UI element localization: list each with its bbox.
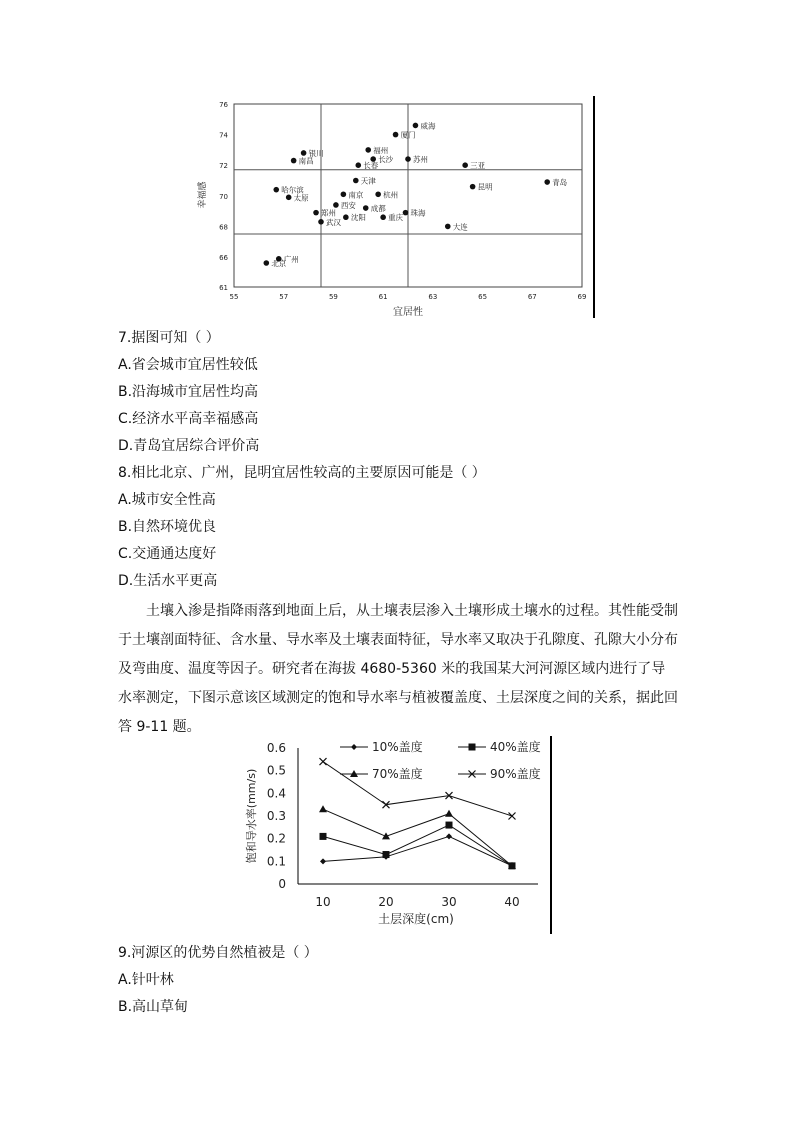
chart1-y-tick: 72 xyxy=(219,162,228,171)
chart2-legend-label: 70%盖度 xyxy=(372,767,423,781)
q9-option-b: B.高山草甸 xyxy=(118,999,189,1015)
chart2-marker-triangle xyxy=(445,810,453,817)
chart1-ylabel: 幸福感 xyxy=(198,181,208,209)
chart1-y-tick: 74 xyxy=(219,131,228,140)
chart1-y-tick: 66 xyxy=(219,254,228,262)
chart1-point xyxy=(343,214,349,220)
chart2-legend-label: 90%盖度 xyxy=(490,767,541,781)
chart1-point xyxy=(273,187,279,193)
chart1-y-tick: 61 xyxy=(219,284,228,292)
chart1-point xyxy=(333,202,339,208)
chart1-point-label: 珠海 xyxy=(410,208,426,218)
chart1-point xyxy=(264,260,270,266)
chart1-point-label: 昆明 xyxy=(477,182,493,192)
chart1-point xyxy=(544,179,550,185)
chart2-marker-triangle xyxy=(319,805,327,812)
chart1-point-label: 西安 xyxy=(340,200,356,210)
chart1-x-tick: 55 xyxy=(229,293,239,301)
livability-happiness-chart xyxy=(190,96,602,321)
chart1-point-label: 福州 xyxy=(373,145,389,155)
chart1-point-label: 哈尔滨 xyxy=(281,185,304,195)
q7-stem: 7.据图可知（ ） xyxy=(118,330,220,346)
chart2-y-tick: 0.6 xyxy=(266,741,286,755)
chart2-marker-diamond xyxy=(351,744,357,750)
chart1-point-label: 威海 xyxy=(420,121,436,131)
q8-option-a: A.城市安全性高 xyxy=(118,492,216,508)
chart1-point-label: 厦门 xyxy=(400,130,416,140)
chart2-marker-square xyxy=(383,851,390,858)
chart1-point xyxy=(355,162,361,168)
chart1-point xyxy=(413,123,419,129)
passage-text: 土壤入渗是指降雨落到地面上后，从土壤表层渗入土壤形成土壤水的过程。其性能受制于土壤剖面特征、含水量、导水率及土壤表面特征，导水率又取决于孔隙度、孔隙大小分布及弯曲度、温度等因子。研究者在海拔 4680-5360 米的我国某大河河源区域内进行了导水率测定，下图示意该区域测定的饱和导水率与植被覆盖度、土层深度之间的关系，据此回答 9-11 题。 xyxy=(118,603,678,735)
chart1-point xyxy=(445,224,451,230)
chart1-point xyxy=(405,156,411,162)
chart1-point xyxy=(462,162,468,168)
q8-option-d: D.生活水平更高 xyxy=(118,573,218,589)
conductivity-chart xyxy=(240,736,556,934)
chart1-point-label: 郑州 xyxy=(321,208,337,218)
chart2-y-tick: 0.1 xyxy=(266,854,286,869)
chart1-point xyxy=(470,184,476,190)
chart1-point xyxy=(380,214,386,220)
chart1-point xyxy=(353,178,359,184)
chart1-point xyxy=(291,158,297,164)
chart2-marker-square xyxy=(469,744,476,751)
chart2-x-tick: 30 xyxy=(441,895,457,909)
chart1-point-label: 成都 xyxy=(370,204,386,214)
chart1-point-label: 南京 xyxy=(348,190,364,200)
chart1-point-label: 长沙 xyxy=(378,155,394,165)
q8-stem: 8.相比北京、广州，昆明宜居性较高的主要原因可能是（ ） xyxy=(118,465,486,481)
chart1-point-label: 三亚 xyxy=(470,161,486,171)
q7-option-a: A.省会城市宜居性较低 xyxy=(118,357,258,373)
chart1-point xyxy=(363,205,369,211)
chart1-point-label: 天津 xyxy=(360,176,376,186)
chart1-x-tick: 67 xyxy=(527,293,537,301)
chart2-legend-label: 40%盖度 xyxy=(490,740,541,754)
chart2-ylabel: 饱和导水率(mm/s) xyxy=(245,768,258,864)
chart1-point-label: 重庆 xyxy=(388,213,404,223)
q9-option-a: A.针叶林 xyxy=(118,972,174,988)
chart1-xlabel: 宜居性 xyxy=(393,307,423,318)
q7-option-d: D.青岛宜居综合评价高 xyxy=(118,438,260,454)
chart1-point xyxy=(365,147,371,153)
q7-option-b: B.沿海城市宜居性均高 xyxy=(118,384,259,400)
chart1-x-tick: 57 xyxy=(279,293,289,301)
chart2-y-tick: 0.4 xyxy=(266,786,286,801)
chart1-x-tick: 63 xyxy=(428,293,438,301)
chart2-series-line xyxy=(323,836,512,865)
q8-option-c: C.交通通达度好 xyxy=(118,546,217,562)
chart1-point-label: 青岛 xyxy=(552,178,568,188)
chart1-x-tick: 61 xyxy=(378,293,388,301)
chart1-point-label: 武汉 xyxy=(326,217,341,227)
chart1-x-tick: 65 xyxy=(478,293,488,301)
chart1-point xyxy=(375,191,381,197)
chart1-point xyxy=(301,150,307,156)
chart2-marker-diamond xyxy=(446,833,452,839)
chart1-point-label: 长春 xyxy=(363,161,379,171)
chart1-x-tick: 69 xyxy=(577,293,587,301)
chart2-y-tick: 0 xyxy=(278,877,286,891)
chart2-y-tick: 0.3 xyxy=(266,809,286,823)
q7-option-c: C.经济水平高幸福感高 xyxy=(118,411,259,427)
q8-option-b: B.自然环境优良 xyxy=(118,519,217,535)
chart1-point-label: 南昌 xyxy=(298,156,314,166)
chart1-point xyxy=(286,195,292,201)
chart2-y-tick: 0.5 xyxy=(266,763,286,778)
chart2-xlabel: 土层深度(cm) xyxy=(378,912,454,926)
chart2-y-tick: 0.2 xyxy=(266,831,286,846)
chart2-x-tick: 40 xyxy=(504,895,520,909)
chart2-marker-square xyxy=(446,822,453,829)
chart2-legend-label: 10%盖度 xyxy=(372,740,423,754)
chart2-marker-square xyxy=(320,833,327,840)
chart1-y-tick: 68 xyxy=(219,223,228,232)
chart1-point-label: 北京 xyxy=(271,259,287,268)
chart1-y-tick: 70 xyxy=(219,192,228,201)
chart1-point-label: 大连 xyxy=(452,222,468,232)
chart1-point-label: 太原 xyxy=(293,193,309,203)
q9-stem: 9.河源区的优势自然植被是（ ） xyxy=(118,945,318,961)
chart1-point xyxy=(393,132,399,138)
chart1-point xyxy=(403,210,409,216)
chart1-point xyxy=(313,210,319,216)
chart1-y-tick: 76 xyxy=(219,101,228,109)
chart1-point-label: 广州 xyxy=(283,254,299,264)
passage xyxy=(118,597,678,742)
chart1-point-label: 沈阳 xyxy=(350,213,366,223)
chart2-x-tick: 20 xyxy=(378,895,394,909)
chart1-point-label: 苏州 xyxy=(413,155,428,165)
chart2-series-line xyxy=(323,809,512,866)
chart1-point xyxy=(318,219,324,225)
chart2-x-tick: 10 xyxy=(315,895,331,909)
chart2-marker-diamond xyxy=(320,858,326,864)
chart1-point xyxy=(341,191,347,197)
chart1-x-tick: 59 xyxy=(328,293,338,301)
chart1-point-label: 银川 xyxy=(308,148,324,158)
chart1-point-label: 杭州 xyxy=(383,190,399,200)
